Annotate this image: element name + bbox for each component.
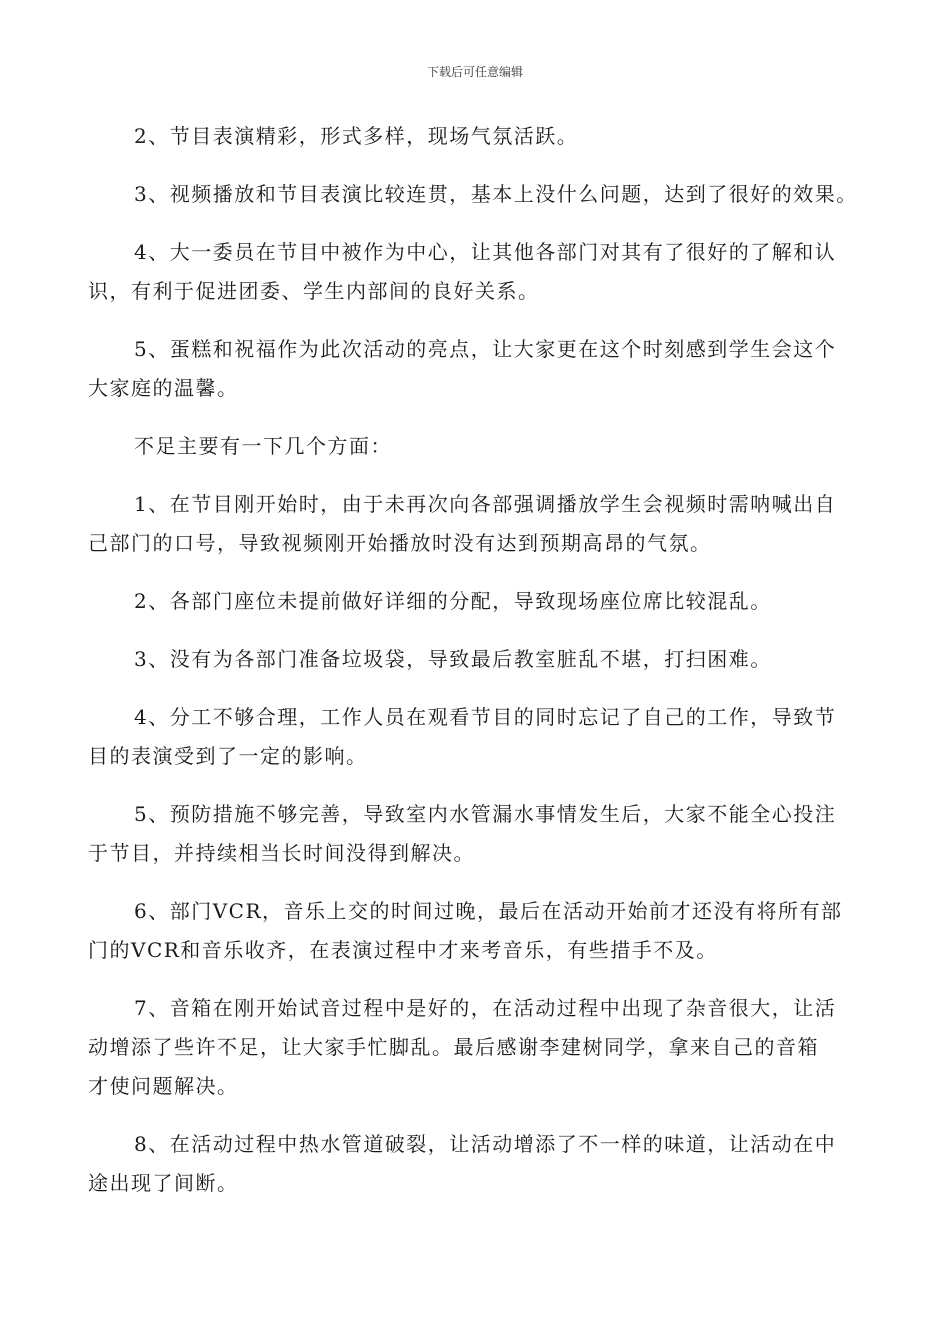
paragraph-line: 目的表演受到了一定的影响。	[88, 744, 368, 768]
paragraph-4	[88, 330, 864, 408]
paragraph-line: 4、大一委员在节目中被作为中心，让其他各部门对其有了很好的了解和认	[134, 240, 837, 264]
paragraph-8	[88, 640, 864, 679]
paragraph-line: 2、各部门座位未提前做好详细的分配，导致现场座位席比较混乱。	[134, 589, 772, 613]
paragraph-line: 途出现了间断。	[88, 1171, 239, 1195]
paragraph-10	[88, 795, 864, 873]
paragraph-line: 4、分工不够合理，工作人员在观看节目的同时忘记了自己的工作，导致节	[134, 705, 837, 729]
paragraph-13	[88, 1125, 864, 1203]
paragraph-line: 不足主要有一下几个方面：	[134, 434, 392, 458]
paragraph-line: 才使问题解决。	[88, 1074, 239, 1098]
paragraph-line: 8、在活动过程中热水管道破裂，让活动增添了不一样的味道，让活动在中	[134, 1132, 837, 1156]
paragraph-line: 识，有利于促进团委、学生内部间的良好关系。	[88, 279, 540, 303]
paragraph-line: 1、在节目刚开始时，由于未再次向各部强调播放学生会视频时需呐喊出自	[134, 492, 837, 516]
paragraph-line: 3、没有为各部门准备垃圾袋，导致最后教室脏乱不堪，打扫困难。	[134, 647, 772, 671]
document-body	[88, 117, 864, 1222]
paragraph-line: 6、部门VCR，音乐上交的时间过晚，最后在活动开始前才还没有将所有部	[134, 899, 843, 923]
page-header: 下载后可任意编辑	[426, 65, 523, 79]
paragraph-1	[88, 117, 864, 156]
paragraph-line: 5、蛋糕和祝福作为此次活动的亮点，让大家更在这个时刻感到学生会这个	[134, 337, 837, 361]
paragraph-7	[88, 582, 864, 621]
paragraph-line: 大家庭的温馨。	[88, 376, 239, 400]
paragraph-line: 己部门的口号，导致视频刚开始播放时没有达到预期高昂的气氛。	[88, 531, 712, 555]
paragraph-3	[88, 233, 864, 311]
paragraph-2	[88, 175, 864, 214]
paragraph-line: 动增添了些许不足，让大家手忙脚乱。最后感谢李建树同学，拿来自己的音箱	[88, 1035, 819, 1059]
paragraph-line: 7、音箱在刚开始试音过程中是好的，在活动过程中出现了杂音很大，让活	[134, 996, 837, 1020]
paragraph-11	[88, 892, 864, 970]
paragraph-6	[88, 485, 864, 563]
paragraph-line: 于节目，并持续相当长时间没得到解决。	[88, 841, 475, 865]
paragraph-12	[88, 989, 864, 1106]
paragraph-line: 2、节目表演精彩，形式多样，现场气氛活跃。	[134, 124, 579, 148]
paragraph-9	[88, 698, 864, 776]
section-heading-shortcomings	[88, 427, 864, 466]
paragraph-line: 门的VCR和音乐收齐，在表演过程中才来考音乐，有些措手不及。	[88, 938, 718, 962]
paragraph-line: 3、视频播放和节目表演比较连贯，基本上没什么问题，达到了很好的效果。	[134, 182, 858, 206]
paragraph-line: 5、预防措施不够完善，导致室内水管漏水事情发生后，大家不能全心投注	[134, 802, 837, 826]
